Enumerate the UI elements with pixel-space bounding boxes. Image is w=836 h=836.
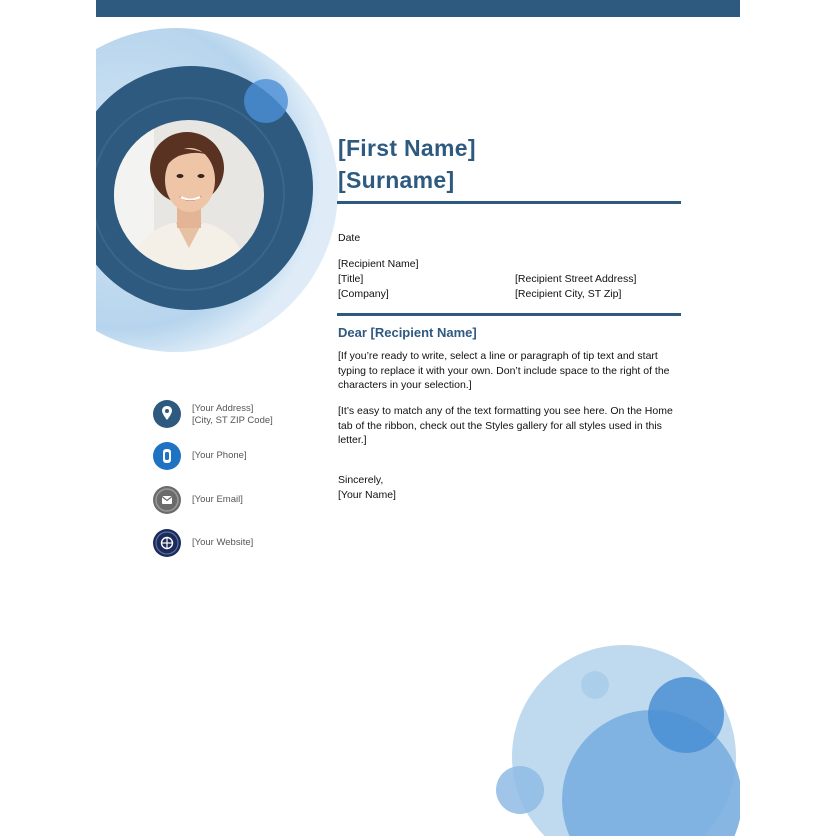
recipient-title[interactable]: [Title] (338, 273, 364, 285)
portrait-image (114, 120, 264, 270)
phone-icon (152, 441, 182, 471)
closing-text[interactable]: Sincerely, (338, 474, 384, 486)
email-icon (152, 485, 182, 515)
body-divider (337, 313, 681, 316)
salutation[interactable]: Dear [Recipient Name] (338, 325, 477, 340)
location-icon (152, 399, 182, 429)
applicant-name[interactable] (338, 132, 476, 196)
contact-email (152, 485, 352, 515)
email-text[interactable]: [Your Email] (192, 494, 243, 505)
recipient-name[interactable]: [Recipient Name] (338, 258, 419, 270)
contact-phone (152, 441, 352, 471)
date-field[interactable]: Date (338, 232, 361, 244)
recipient-company[interactable]: [Company] (338, 288, 389, 300)
signature-name[interactable]: [Your Name] (338, 489, 396, 501)
contact-address (152, 399, 352, 429)
profile-photo[interactable] (114, 120, 264, 270)
header-divider (337, 201, 681, 204)
address-line-2[interactable]: [City, ST ZIP Code] (192, 415, 273, 426)
address-line-1[interactable]: [Your Address] (192, 403, 254, 414)
body-paragraph-2[interactable]: [It’s easy to match any of the text formatting you see here. On the Home tab of the ribbon, check out the Styles gallery for all styles used in this letter.] (338, 405, 673, 446)
contact-website (152, 528, 352, 558)
recipient-block (338, 257, 419, 302)
recipient-city[interactable]: [Recipient City, ST Zip] (515, 288, 622, 300)
body-paragraph-1[interactable]: [If you’re ready to write, select a line or paragraph of tip text and start typing to replace it with your own. Don’t include space to the right of the characters in your selection.] (338, 350, 670, 391)
recipient-address-block (515, 272, 636, 302)
website-text[interactable]: [Your Website] (192, 537, 254, 548)
letter-page (96, 0, 740, 836)
website-icon (152, 528, 182, 558)
phone-text[interactable]: [Your Phone] (192, 450, 247, 461)
surname[interactable]: [Surname] (338, 167, 455, 193)
recipient-street-address[interactable]: [Recipient Street Address] (515, 273, 637, 285)
first-name[interactable]: [First Name] (338, 135, 476, 161)
